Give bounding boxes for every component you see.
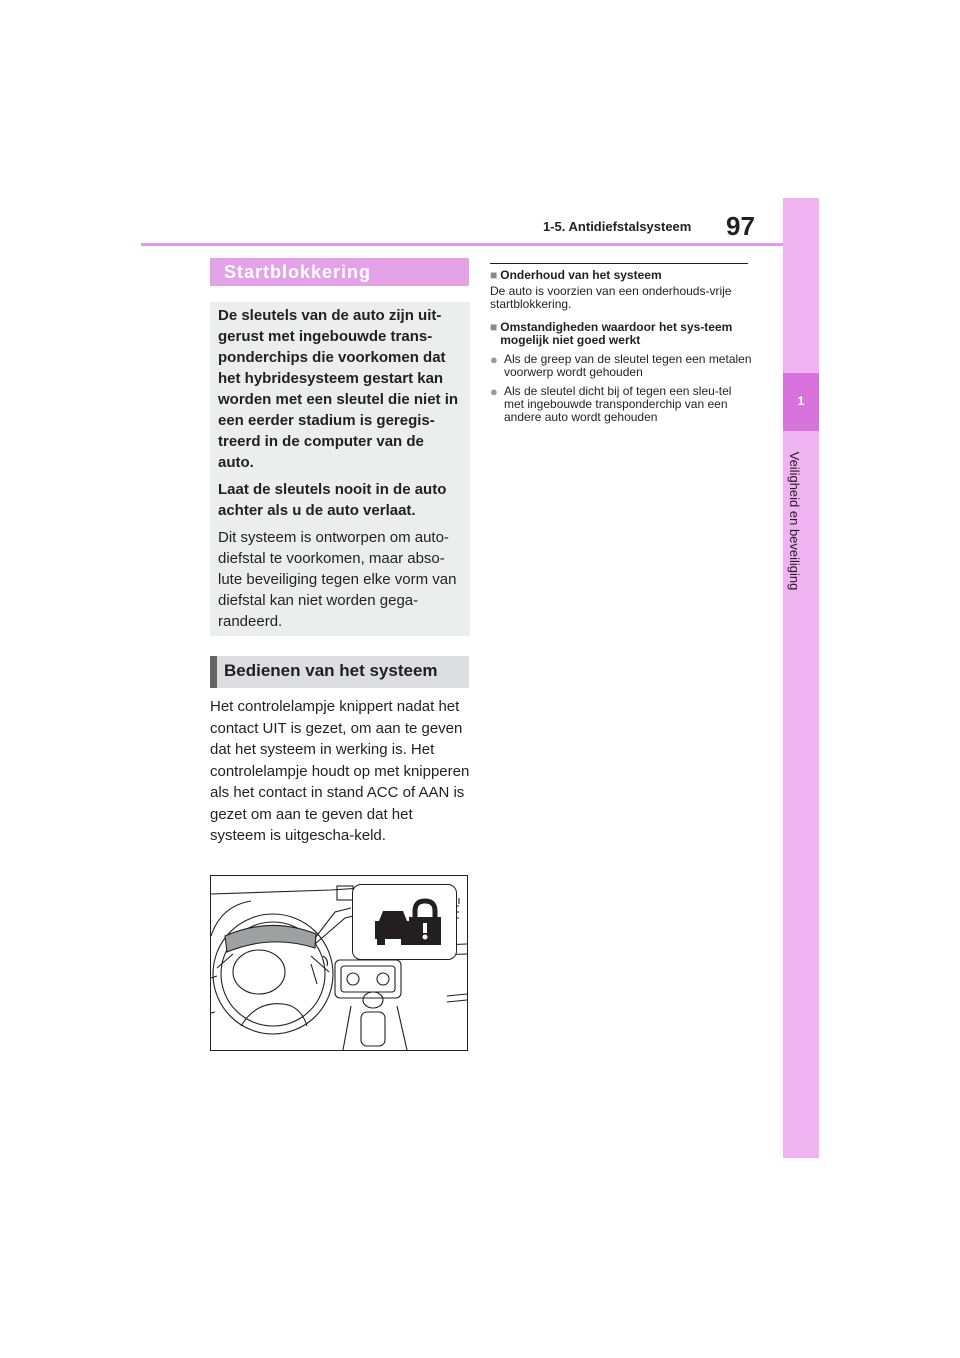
info-paragraph-1: De sleutels van de auto zijn uit-gerust met ingebouwde trans-ponderchips die voorkomen dat het hybridesysteem gestart kan worden met een sleutel die niet in een eerder stadium is geregis-treerd in de computer van de auto.	[218, 307, 459, 471]
chapter-side-tab	[783, 198, 819, 1158]
bullet-item	[490, 353, 752, 379]
security-indicator-callout	[352, 884, 457, 960]
dashboard-illustration	[210, 875, 468, 1051]
security-indicator-car-lock-icon	[353, 885, 456, 959]
bullet-item	[490, 385, 752, 424]
heading-omstandigheden	[490, 321, 752, 347]
right-column-rule	[490, 263, 748, 264]
square-marker-icon: ■	[490, 320, 498, 334]
chapter-number: 1	[797, 394, 805, 408]
bullet-dot-icon: ●	[490, 352, 498, 367]
header-rule	[141, 243, 783, 246]
bullet-text: Als de sleutel dicht bij of tegen een sleu-tel met ingebouwde transponderchip van een andere auto wordt gehouden	[504, 384, 732, 424]
operation-text: Het controlelampje knippert nadat het contact UIT is gezet, om aan te geven dat het systeem in werking is. Het controlelampje houdt op met knipperen als het contact in stand ACC of AAN is gezet om aan te geven dat het systeem is uitgescha-keld.	[210, 698, 470, 844]
heading-onderhoud	[490, 269, 752, 282]
info-paragraph-2: Laat de sleutels nooit in de auto achter als u de auto verlaat.	[218, 481, 447, 519]
info-paragraph-3: Dit systeem is ontworpen om auto-diefstal te voorkomen, maar abso-lute beveiliging tegen elke vorm van diefstal kan niet worden gega-randeerd.	[218, 529, 457, 630]
chapter-title: Veiligheid en beveiliging	[787, 451, 802, 591]
heading-startblokkering: Startblokkering	[210, 258, 469, 286]
right-column	[490, 269, 752, 424]
bullet-text: Als de greep van de sleutel tegen een metalen voorwerp wordt gehouden	[504, 352, 752, 379]
section-label: 1-5. Antidiefstalsysteem	[543, 219, 692, 234]
heading-omstandigheden-label: Omstandigheden waardoor het sys-teem mogelijk niet goed werkt	[500, 320, 733, 347]
heading-onderhoud-label: Onderhoud van het systeem	[500, 268, 662, 282]
onderhoud-text: De auto is voorzien van een onderhouds-vrije startblokkering.	[490, 284, 732, 311]
info-box	[210, 302, 470, 636]
page-number: 97	[726, 211, 755, 241]
square-marker-icon: ■	[490, 268, 498, 282]
heading-bedienen: Bedienen van het systeem	[210, 656, 469, 688]
bullet-dot-icon: ●	[490, 384, 498, 399]
